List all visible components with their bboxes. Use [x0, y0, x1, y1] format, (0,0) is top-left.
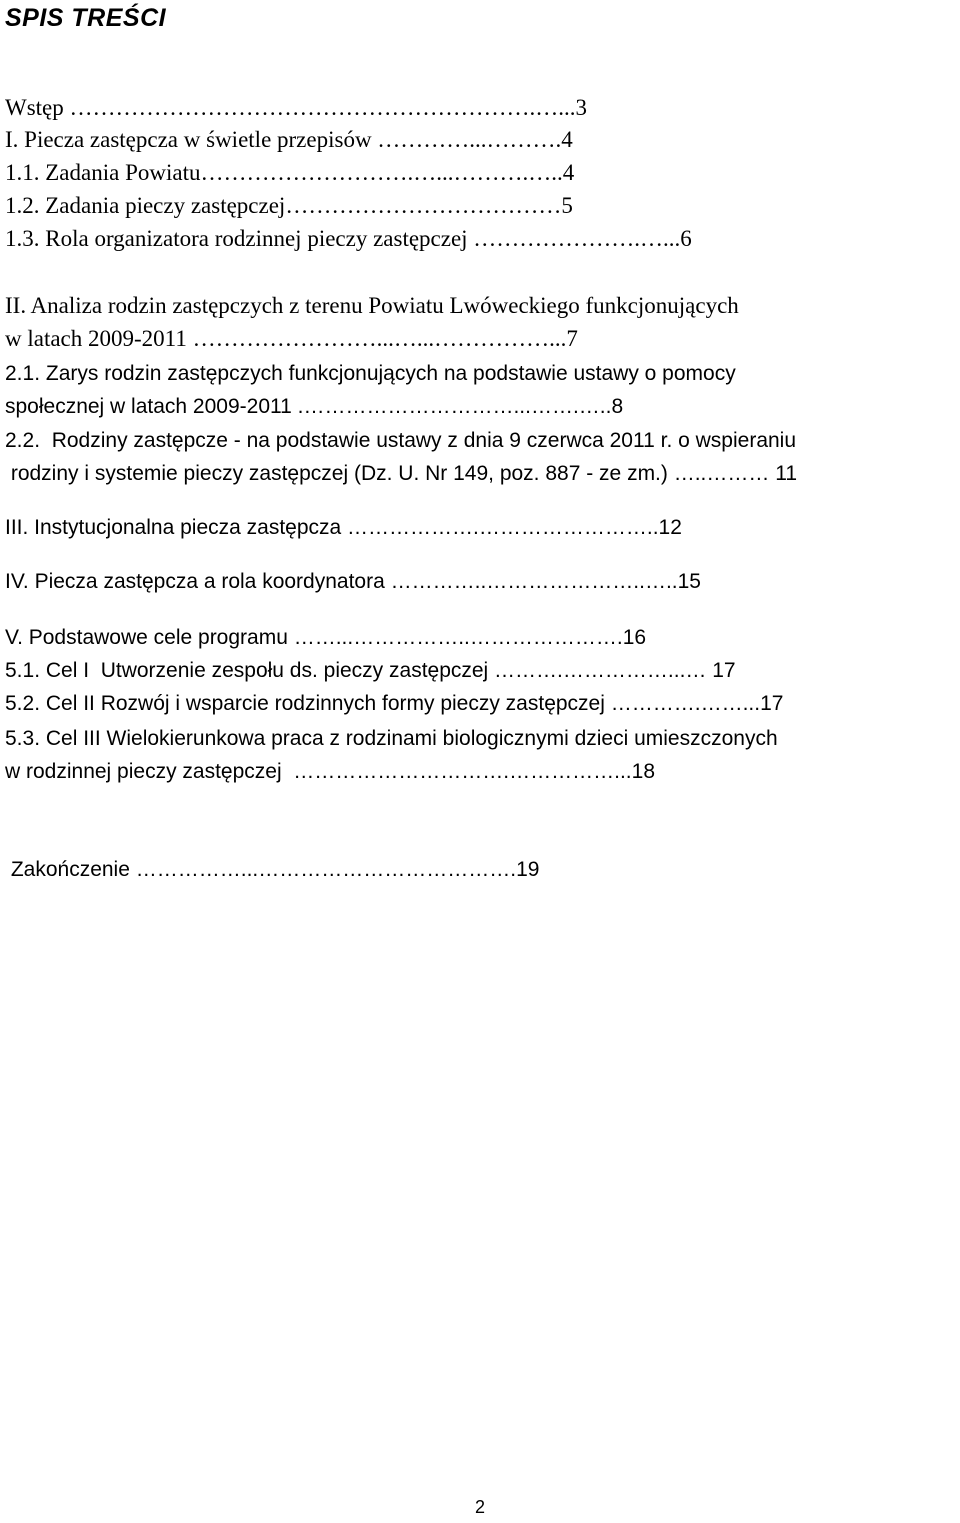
toc-entry-2-1-cont: społecznej w latach 2009-2011 .…………………………...…….…..8	[5, 395, 624, 418]
toc-entry-wstep: Wstęp …………………………………………………….…...3	[5, 95, 588, 120]
page-number: 2	[474, 1497, 485, 1517]
page-title: SPIS TREŚCI	[5, 4, 167, 32]
toc-entry-zakonczenie: Zakończenie ……………...……………………………….19	[5, 858, 540, 881]
toc-entry-5-3-cont: w rodzinnej pieczy zastępczej ………………………….……………...18	[5, 760, 655, 783]
toc-entry-5-2: 5.2. Cel II Rozwój i wsparcie rodzinnych formy pieczy zastępczej ………….……...17	[5, 692, 784, 715]
toc-entry-iii: III. Instytucjonalna piecza zastępcza ……………….……………………..12	[5, 516, 682, 539]
toc-entry-1-1: 1.1. Zadania Powiatu……………………….…...……….…..4	[5, 160, 575, 185]
toc-entry-i: I. Piecza zastępcza w świetle przepisów …………...……….4	[5, 127, 573, 152]
toc-entry-1-2: 1.2. Zadania pieczy zastępczej………………………………5	[5, 193, 573, 218]
toc-entry-ii-cont: w latach 2009-2011 ……………………...…...……………...7	[5, 326, 578, 351]
toc-entry-2-2-cont: rodziny i systemie pieczy zastępczej (Dz. U. Nr 149, poz. 887 - ze zm.) …..……… 11	[5, 462, 798, 485]
toc-entry-5-3: 5.3. Cel III Wielokierunkowa praca z rodzinami biologicznymi dzieci umieszczonych	[5, 727, 778, 750]
toc-entry-v: V. Podstawowe cele programu ……...……………..………………….16	[5, 626, 647, 649]
toc-entry-2-2: 2.2. Rodziny zastępcze - na podstawie ustawy z dnia 9 czerwca 2011 r. o wspieraniu	[5, 429, 797, 452]
toc-entry-5-1: 5.1. Cel I Utworzenie zespołu ds. pieczy zastępczej ……….……………...… 17	[5, 659, 736, 682]
toc-entry-ii: II. Analiza rodzin zastępczych z terenu Powiatu Lwóweckiego funkcjonujących	[5, 293, 739, 318]
toc-entry-1-3: 1.3. Rola organizatora rodzinnej pieczy zastępczej ………………….…...6	[5, 226, 692, 251]
toc-entry-2-1: 2.1. Zarys rodzin zastępczych funkcjonujących na podstawie ustawy o pomocy	[5, 362, 736, 385]
toc-entry-iv: IV. Piecza zastępcza a rola koordynatora …………..…………………..…..15	[5, 570, 701, 593]
